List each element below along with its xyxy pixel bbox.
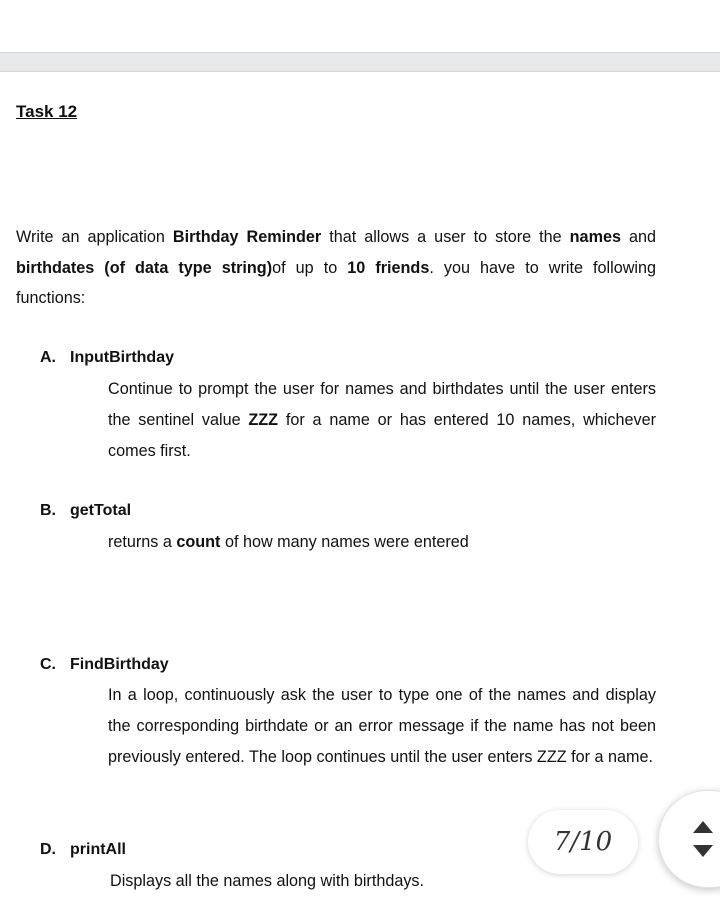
- section-name: printAll: [70, 841, 126, 858]
- section-letter: C.: [40, 656, 56, 673]
- section-letter: A.: [40, 349, 56, 366]
- intro-bold-app-name: Birthday Reminder: [172, 228, 322, 246]
- section-name: getTotal: [70, 502, 132, 519]
- section-text: Continue to prompt the user for names and birthdates until the user enters the sentinel value: [108, 380, 656, 429]
- viewer-top-bar: [0, 0, 720, 52]
- section-body-find-birthday: In a loop, continuously ask the user to type one of the names and display the corresponding birthdate or an error message if the name has not been previously entered. The loop continues until the user enters ZZZ for a name.: [108, 686, 656, 766]
- section-body-print-all: Displays all the names along with birthdays.: [110, 872, 425, 890]
- section-heading-print-all: [40, 839, 126, 861]
- intro-paragraph: [16, 222, 656, 314]
- section-body-get-total: [108, 527, 656, 558]
- intro-text: of up to: [272, 258, 348, 277]
- intro-text: Write an application: [16, 228, 173, 246]
- viewer-divider: [0, 52, 720, 72]
- intro-bold-names: names: [569, 228, 621, 246]
- document-page: [0, 72, 720, 915]
- intro-text: that allows a user to store the: [321, 228, 570, 246]
- section-bold-count: count: [176, 533, 221, 551]
- section-letter: D.: [40, 841, 56, 858]
- intro-text: . you have to write following functions:: [16, 258, 656, 307]
- section-text: returns a: [108, 533, 177, 551]
- intro-text: and: [620, 228, 656, 246]
- page-indicator: 7/10: [528, 810, 638, 874]
- up-down-arrows-icon: [691, 819, 715, 859]
- section-name: InputBirthday: [70, 349, 174, 366]
- section-letter: B.: [40, 502, 56, 519]
- section-name: FindBirthday: [70, 656, 169, 673]
- section-bold-sentinel: ZZZ: [248, 410, 279, 429]
- intro-bold-birthdates: birthdates (of data type string): [16, 258, 273, 277]
- task-title: Task 12: [16, 102, 78, 121]
- section-text: of how many names were entered: [220, 533, 469, 551]
- section-body-input-birthday: [108, 374, 656, 466]
- section-heading-input-birthday: [40, 347, 174, 369]
- intro-bold-friends: 10 friends: [347, 258, 430, 277]
- section-text: for a name or has entered 10 names, whichever comes first.: [108, 410, 656, 460]
- section-heading-get-total: [40, 500, 131, 522]
- section-heading-find-birthday: [40, 654, 169, 676]
